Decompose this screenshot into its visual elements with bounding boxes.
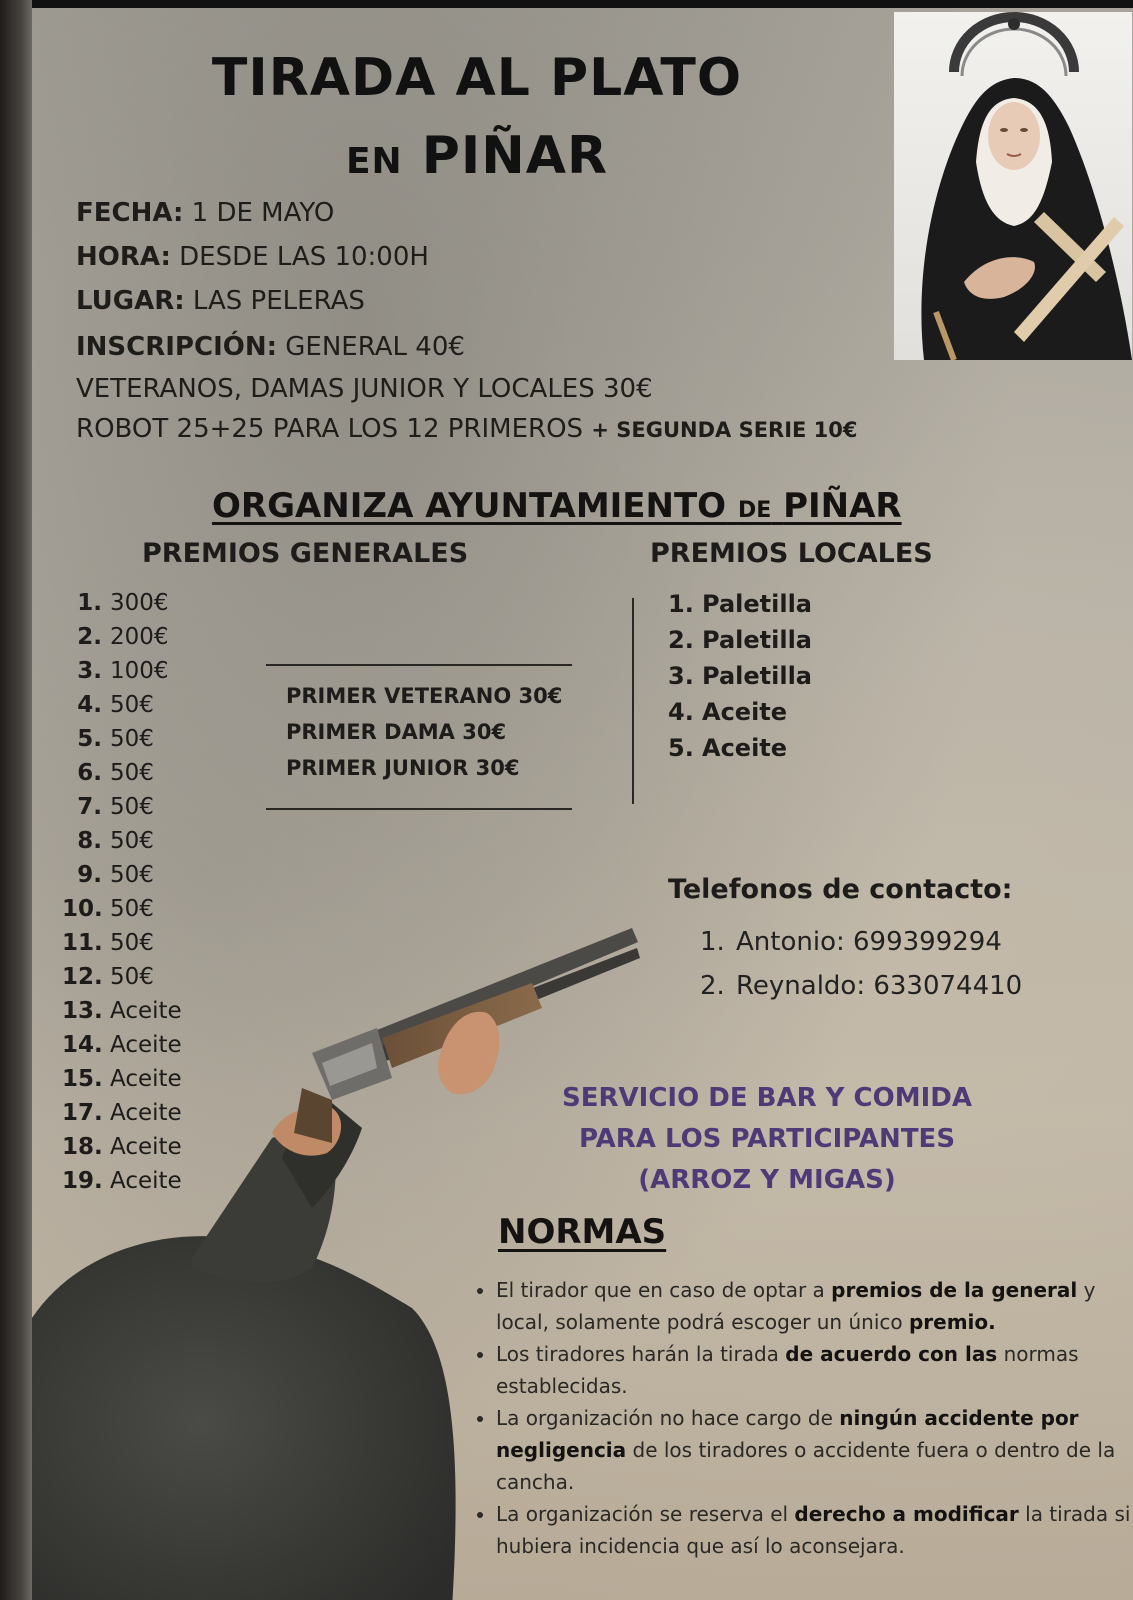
lugar-label: LUGAR: (76, 286, 185, 316)
info-hora (76, 242, 429, 272)
prize-rank: 12. (62, 964, 103, 990)
info-robot (76, 414, 858, 444)
prize-value: 300€ (110, 590, 169, 616)
rule-text-c: y local, solamente podrá escoger un único (496, 1278, 1096, 1334)
general-prize-item (62, 654, 212, 688)
general-prize-item (62, 1062, 212, 1096)
prize-rank: 1. (668, 590, 694, 618)
info-lugar (76, 286, 365, 316)
title-en: EN (345, 141, 403, 182)
rule-text-a: El tirador que en caso de optar a (496, 1278, 832, 1302)
prize-rank: 6. (77, 760, 102, 786)
contact-heading: Telefonos de contacto: (668, 874, 1013, 905)
local-prizes-heading: PREMIOS LOCALES (650, 538, 933, 569)
bar-line-2: PARA LOS PARTICIPANTES (578, 1124, 956, 1154)
rule-item (496, 1274, 1133, 1338)
rule-text-a: La organización se reserva el (496, 1502, 795, 1526)
prize-rank: 15. (62, 1066, 103, 1092)
prize-rank: 4. (77, 692, 102, 718)
inscripcion-label: INSCRIPCIÓN: (76, 332, 278, 362)
prize-value: 50€ (110, 794, 154, 820)
prize-value: 50€ (110, 726, 154, 752)
general-prizes-list (62, 586, 212, 1198)
contact-rank: 1. (700, 927, 725, 957)
hora-value: DESDE LAS 10:00H (179, 242, 429, 272)
contact-item (700, 920, 1022, 964)
rule-text-b: premios de la general (831, 1278, 1078, 1302)
general-prize-item (62, 960, 212, 994)
prize-rank: 18. (62, 1134, 103, 1160)
left-frame-edge (0, 0, 32, 1600)
poster-subtitle (32, 126, 922, 186)
prize-value: Aceite (110, 1066, 182, 1092)
prize-value: 50€ (110, 930, 154, 956)
prize-rank: 7. (77, 794, 102, 820)
virgin-statue-image (894, 12, 1132, 360)
general-prize-item (62, 858, 212, 892)
rule-text-b: derecho a modificar (794, 1502, 1019, 1526)
local-prize-item (668, 694, 812, 730)
statue-illustration (894, 12, 1132, 360)
prize-value: 50€ (110, 964, 154, 990)
prize-value: 200€ (110, 624, 169, 650)
rule-item (496, 1338, 1133, 1402)
inscripcion-value: GENERAL 40€ (285, 332, 465, 362)
bar-line-3: (ARROZ Y MIGAS) (638, 1165, 896, 1195)
prize-rank: 14. (62, 1032, 103, 1058)
organiza-pre: ORGANIZA AYUNTAMIENTO (212, 486, 727, 526)
special-prize-item: PRIMER DAMA 30€ (286, 720, 507, 744)
rule-text-c: la tirada si hubiera incidencia que así lo aconsejara. (496, 1502, 1131, 1558)
prize-rank: 10. (62, 896, 103, 922)
prize-value: 50€ (110, 760, 154, 786)
prize-value: Aceite (110, 1168, 182, 1194)
hora-label: HORA: (76, 242, 171, 272)
robot-text: ROBOT 25+25 PARA LOS 12 PRIMEROS (76, 414, 584, 444)
contact-item (700, 964, 1022, 1008)
local-prize-item (668, 730, 812, 766)
prize-rank: 19. (62, 1168, 103, 1194)
prize-rank: 11. (62, 930, 103, 956)
prize-value: Paletilla (702, 590, 812, 618)
info-fecha (76, 198, 334, 228)
prize-value: 50€ (110, 828, 154, 854)
prize-value: Aceite (110, 998, 182, 1024)
lugar-value: LAS PELERAS (192, 286, 365, 316)
prize-rank: 2. (668, 626, 694, 654)
rules-heading: NORMAS (498, 1212, 667, 1252)
rule-text-a: Los tiradores harán la tirada (496, 1342, 786, 1366)
column-divider (632, 598, 634, 804)
rule-text-b: ningún accidente por negligencia (496, 1406, 1079, 1462)
special-prize-item: PRIMER VETERANO 30€ (286, 684, 563, 708)
top-border (0, 0, 1133, 8)
robot-extra: + SEGUNDA SERIE 10€ (591, 418, 858, 442)
rule-text-c: de los tiradores o accidente fuera o dentro de la cancha. (496, 1438, 1116, 1494)
prize-rank: 1. (77, 590, 102, 616)
prize-value: Paletilla (702, 662, 812, 690)
general-prize-item (62, 1096, 212, 1130)
rule-item (496, 1498, 1133, 1562)
prize-value: Aceite (702, 734, 788, 762)
general-prize-item (62, 1028, 212, 1062)
general-prizes-heading: PREMIOS GENERALES (142, 538, 469, 569)
contact-phone: Reynaldo: 633074410 (736, 971, 1023, 1001)
bar-line-1: SERVICIO DE BAR Y COMIDA (562, 1083, 972, 1113)
prize-value: 50€ (110, 896, 154, 922)
rule-text-b: de acuerdo con las (785, 1342, 998, 1366)
organizer-heading (212, 486, 902, 526)
general-prize-item (62, 688, 212, 722)
prize-value: Aceite (110, 1032, 182, 1058)
prize-value: 100€ (110, 658, 169, 684)
rule-text-c: normas establecidas. (496, 1342, 1079, 1398)
poster-title: TIRADA AL PLATO (211, 48, 743, 108)
rule-text-d: premio. (908, 1310, 996, 1334)
title-location: PIÑAR (421, 126, 609, 186)
general-prize-item (62, 1130, 212, 1164)
prize-rank: 3. (668, 662, 694, 690)
local-prize-item (668, 622, 812, 658)
general-prize-item (62, 586, 212, 620)
general-prize-item (62, 994, 212, 1028)
general-prize-item (62, 926, 212, 960)
organiza-post: PIÑAR (783, 486, 902, 526)
prize-rank: 3. (77, 658, 102, 684)
general-prize-item (62, 790, 212, 824)
general-prize-item (62, 892, 212, 926)
prize-rank: 2. (77, 624, 102, 650)
fecha-label: FECHA: (76, 198, 184, 228)
prize-value: 50€ (110, 862, 154, 888)
fecha-value: 1 DE MAYO (191, 198, 335, 228)
prize-rank: 9. (77, 862, 102, 888)
rules-list (472, 1274, 1133, 1562)
info-inscripcion (76, 332, 465, 362)
organiza-de: DE (737, 498, 772, 523)
local-prize-item (668, 586, 812, 622)
special-prize-item: PRIMER JUNIOR 30€ (286, 756, 520, 780)
rule-item (496, 1402, 1133, 1498)
contact-rank: 2. (700, 971, 725, 1001)
prize-value: 50€ (110, 692, 154, 718)
prize-value: Aceite (110, 1100, 182, 1126)
general-prize-item (62, 620, 212, 654)
special-prizes-box (266, 664, 572, 810)
info-veteranos: VETERANOS, DAMAS JUNIOR Y LOCALES 30€ (76, 374, 653, 404)
local-prizes-list (668, 586, 812, 766)
poster (32, 8, 1133, 1600)
prize-rank: 17. (62, 1100, 103, 1126)
general-prize-item (62, 722, 212, 756)
general-prize-item (62, 824, 212, 858)
prize-value: Paletilla (702, 626, 812, 654)
rule-text-a: La organización no hace cargo de (496, 1406, 840, 1430)
prize-rank: 4. (668, 698, 694, 726)
local-prize-item (668, 658, 812, 694)
prize-value: Aceite (110, 1134, 182, 1160)
prize-rank: 5. (77, 726, 102, 752)
contact-phone: Antonio: 699399294 (736, 927, 1002, 957)
prize-rank: 8. (77, 828, 102, 854)
prize-rank: 13. (62, 998, 103, 1024)
prize-rank: 5. (668, 734, 694, 762)
general-prize-item (62, 756, 212, 790)
general-prize-item (62, 1164, 212, 1198)
prize-value: Aceite (702, 698, 788, 726)
bar-service-notice (552, 1078, 982, 1201)
contact-list (700, 920, 1022, 1008)
